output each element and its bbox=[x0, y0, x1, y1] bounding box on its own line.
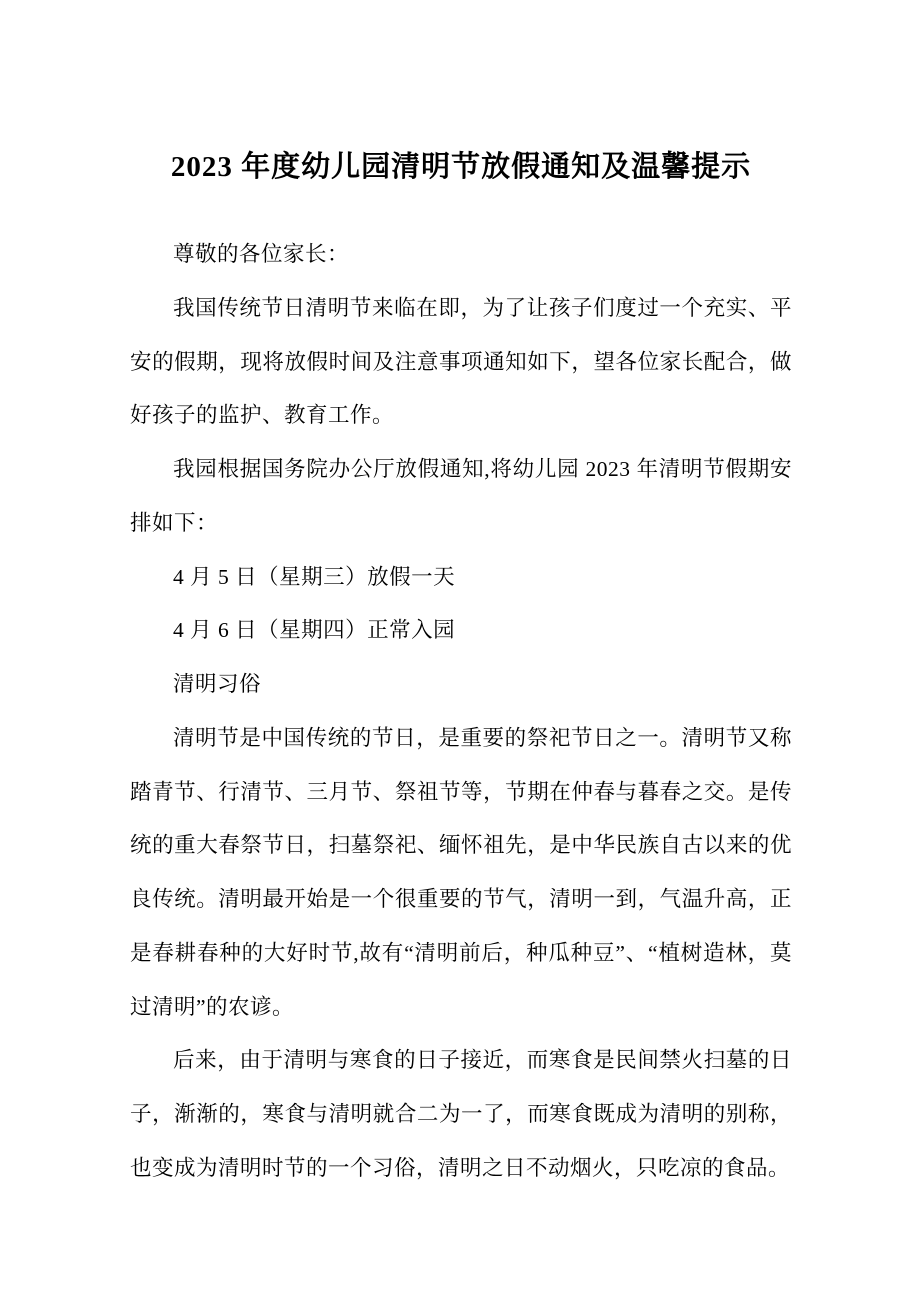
paragraph-holiday-date: 4 月 5 日（星期三）放假一天 bbox=[173, 564, 456, 589]
document-title: 2023 年度幼儿园清明节放假通知及温馨提示 bbox=[170, 151, 752, 183]
paragraph-schedule-intro: 我园根据国务院办公厅放假通知,将幼儿园 2023 年清明节假期安排如下： bbox=[130, 457, 792, 535]
paragraph-return-date: 4 月 6 日（星期四）正常入园 bbox=[173, 618, 456, 643]
paragraph-intro: 我国传统节日清明节来临在即，为了让孩子们度过一个充实、平安的假期，现将放假时间及注意事项通知如下，望各位家长配合，做好孩子的监护、教育工作。 bbox=[130, 295, 792, 428]
paragraph-customs-description: 清明节是中国传统的节日，是重要的祭祀节日之一。清明节又称踏青节、行清节、三月节、祭祖节等，节期在仲春与暮春之交。是传统的重大春祭节日，扫墓祭祀、缅怀祖先，是中华民族自古以来的优良传统。清明最开始是一个很重要的节气，清明一到，气温升高，正是春耕春种的大好时节,故有“清明前后，种瓜种豆”、“植树造林，莫过清明”的农谚。 bbox=[130, 725, 792, 1019]
paragraph-salutation: 尊敬的各位家长： bbox=[173, 242, 350, 266]
paragraph-customs-heading: 清明习俗 bbox=[173, 672, 262, 696]
paragraph-customs-history: 后来，由于清明与寒食的日子接近，而寒食是民间禁火扫墓的日子，渐渐的，寒食与清明就合二为一了，而寒食既成为清明的别称，也变成为清明时节的一个习俗，清明之日不动烟火，只吃凉的食品。 bbox=[130, 1048, 792, 1180]
